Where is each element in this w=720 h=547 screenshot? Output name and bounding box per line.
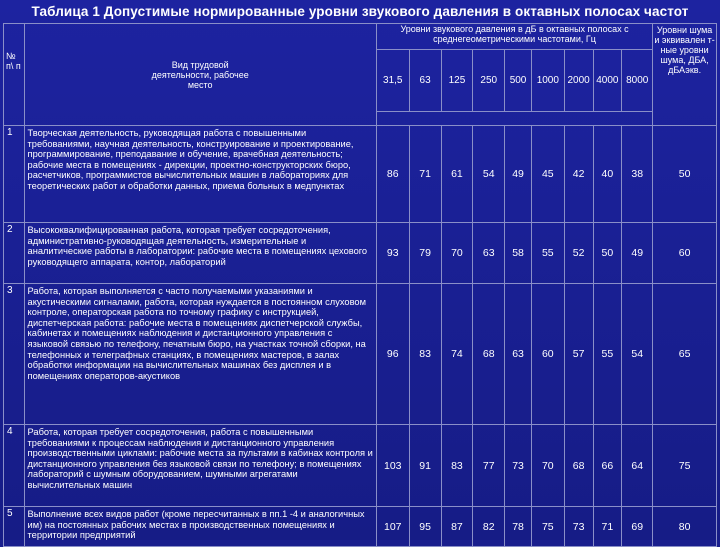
value-cell: 83 xyxy=(409,284,441,425)
value-cell: 54 xyxy=(473,126,505,223)
value-cell: 64 xyxy=(622,425,653,507)
value-cell: 68 xyxy=(473,284,505,425)
freq-cell: 1000 xyxy=(531,50,564,112)
freq-cell: 250 xyxy=(473,50,505,112)
value-cell: 40 xyxy=(593,126,622,223)
noise-levels-table xyxy=(3,23,717,547)
table-row xyxy=(4,126,717,223)
row-number: 2 xyxy=(4,223,25,284)
value-cell: 87 xyxy=(441,507,473,547)
table-row xyxy=(4,284,717,425)
value-cell: 77 xyxy=(473,425,505,507)
value-cell: 66 xyxy=(593,425,622,507)
value-cell: 61 xyxy=(441,126,473,223)
table-row xyxy=(4,425,717,507)
value-cell: 54 xyxy=(622,284,653,425)
header-activity: Вид трудовой деятельности, рабочее место xyxy=(24,24,376,126)
freq-cell: 125 xyxy=(441,50,473,112)
value-cell: 58 xyxy=(505,223,532,284)
freq-cell: 4000 xyxy=(593,50,622,112)
value-cell: 38 xyxy=(622,126,653,223)
value-cell: 74 xyxy=(441,284,473,425)
table-row xyxy=(4,223,717,284)
value-cell: 63 xyxy=(505,284,532,425)
value-cell: 49 xyxy=(505,126,532,223)
value-cell: 55 xyxy=(593,284,622,425)
value-cell: 73 xyxy=(505,425,532,507)
value-cell: 78 xyxy=(505,507,532,547)
equivalent-cell: 75 xyxy=(653,425,717,507)
row-description: Творческая деятельность, руководящая работа с повышенными требованиями, научная деятельность, конструирование и проектирование, программирование, преподавание и обучение, врачебная деятельность; рабочие места в помещениях - дирекции, проектно-конструкторских бюро, расчетчиков, программистов вычислительных машин в лабораториях для теоретических работ и обработки данных, приема больных в медпунктах xyxy=(24,126,376,223)
row-description: Работа, которая выполняется с часто получаемыми указаниями и акустическими сигналами, работа, которая нуждается в постоянном слуховом контроле, операторская работа по точному графику с инструкцией, диспетчерская работа: рабочие места в помещениях диспетчерской службы, кабинетах и помещениях наблюдения и дистанционного управления с языковой связью по телефону, печатным бюро, на участках точной сборки, на телефонных и телеграфных станциях, в помещениях мастеров, в залах обработки информации на вычислительных машинах без дисплея и в помещениях операторов-акустиков xyxy=(24,284,376,425)
value-cell: 79 xyxy=(409,223,441,284)
value-cell: 42 xyxy=(564,126,593,223)
header-octave: Уровни звукового давления в дБ в октавных полосах с среднегеометрическими частотами, Гц xyxy=(376,24,652,50)
value-cell: 60 xyxy=(531,284,564,425)
value-cell: 82 xyxy=(473,507,505,547)
value-cell: 96 xyxy=(376,284,409,425)
value-cell: 107 xyxy=(376,507,409,547)
value-cell: 86 xyxy=(376,126,409,223)
equivalent-cell: 65 xyxy=(653,284,717,425)
value-cell: 91 xyxy=(409,425,441,507)
freq-cell: 63 xyxy=(409,50,441,112)
value-cell: 57 xyxy=(564,284,593,425)
row-number: 1 xyxy=(4,126,25,223)
page-title: Таблица 1 Допустимые нормированные уровни звукового давления в октавных полосах частот xyxy=(31,4,689,19)
equivalent-cell: 60 xyxy=(653,223,717,284)
header-row-1 xyxy=(4,24,717,50)
value-cell: 71 xyxy=(593,507,622,547)
freq-cell: 31,5 xyxy=(376,50,409,112)
value-cell: 70 xyxy=(531,425,564,507)
value-cell: 95 xyxy=(409,507,441,547)
value-cell: 49 xyxy=(622,223,653,284)
value-cell: 75 xyxy=(531,507,564,547)
value-cell: 63 xyxy=(473,223,505,284)
header-separator xyxy=(376,112,652,126)
row-number: 3 xyxy=(4,284,25,425)
freq-cell: 2000 xyxy=(564,50,593,112)
value-cell: 71 xyxy=(409,126,441,223)
value-cell: 103 xyxy=(376,425,409,507)
row-description: Работа, которая требует сосредоточения, работа с повышенными требованиями к процессам наблюдения и дистанционного управления производственными циклами: рабочие места за пультами в кабинах контроля и дистанционного управления без языковой связи по телефону; в помещениях лабораторий с шумным оборудованием, шумными агрегатами вычислительных машин xyxy=(24,425,376,507)
equivalent-cell: 50 xyxy=(653,126,717,223)
header-equivalent: Уровни шума и эквивален т-ные уровни шума, ДБА, дБАэкв. xyxy=(653,24,717,126)
row-description: Выполнение всех видов работ (кроме пересчитанных в пп.1 -4 и аналогичных им) на постоянных рабочих местах в производственных помещениях и территории предприятий xyxy=(24,507,376,547)
value-cell: 45 xyxy=(531,126,564,223)
freq-cell: 8000 xyxy=(622,50,653,112)
value-cell: 68 xyxy=(564,425,593,507)
header-number: № п\ п xyxy=(4,24,25,126)
equivalent-cell: 80 xyxy=(653,507,717,547)
row-number: 5 xyxy=(4,507,25,547)
value-cell: 55 xyxy=(531,223,564,284)
value-cell: 73 xyxy=(564,507,593,547)
value-cell: 83 xyxy=(441,425,473,507)
value-cell: 50 xyxy=(593,223,622,284)
value-cell: 70 xyxy=(441,223,473,284)
row-number: 4 xyxy=(4,425,25,507)
table-row xyxy=(4,507,717,547)
freq-cell: 500 xyxy=(505,50,532,112)
row-description: Высококвалифицированная работа, которая требует сосредоточения, административно-руководящая деятельность, измерительные и аналитические работы в лаборатории: рабочие места в помещениях цехового руководящего аппарата, контор, лабораторий xyxy=(24,223,376,284)
value-cell: 93 xyxy=(376,223,409,284)
value-cell: 52 xyxy=(564,223,593,284)
value-cell: 69 xyxy=(622,507,653,547)
